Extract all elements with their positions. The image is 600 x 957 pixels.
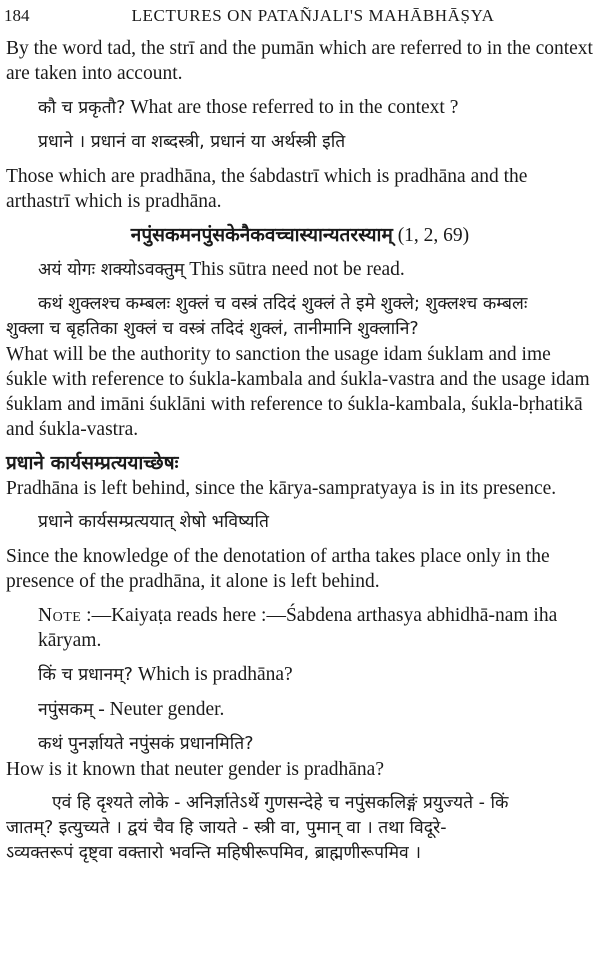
paragraph: By the word tad, the strī and the pumān which are referred to in the context are taken into account. [6,38,593,84]
translation-text: What are those referred to in the context ? [125,97,459,118]
translation-text: - Neuter gender. [93,699,225,720]
sutra-text: नपुंसकमनपुंसकेनैकवच्चास्यान्यतरस्याम् [130,224,393,246]
sanskrit-question [6,95,594,121]
paragraph: How is it known that neuter gender is pradhāna? [6,759,384,780]
sanskrit-with-translation [6,662,594,688]
sanskrit-line: कथं पुनर्ज्ञायते नपुंसकं प्रधानमिति? [38,734,254,754]
page-header [4,6,594,28]
sanskrit-with-translation [6,697,594,723]
page-number: 184 [4,6,30,25]
sanskrit-line: शुक्ला च बृहतिका शुक्लं च वस्त्रं तदिदं शुक्लं, तानीमानि शुक्लानि? [6,319,419,339]
sanskrit-line: एवं हि दृश्यते लोके - अनिर्ज्ञातेऽर्थे गुणसन्देहे च नपुंसकलिङ्गं प्रयुज्यते - किं [52,793,509,813]
paragraph: Pradhāna is left behind, since the kārya-sampratyaya is in its presence. [6,478,557,499]
translation-text: Which is pradhāna? [132,664,293,685]
sanskrit-text: नपुंसकम् [38,700,94,720]
paragraph: Those which are pradhāna, the śabdastrī which is pradhāna and the arthastrī which is pradhāna. [6,166,528,212]
page-body [6,36,594,866]
sanskrit-line: जातम्? इत्युच्यते । द्वयं चैव हि जायते - स्त्री वा, पुमान् वा । तथा विदूरे- [6,818,447,838]
sanskrit-line: ऽव्यक्तरूपं दृष्ट्वा वक्तारो भवन्ति महिषीरूपमिव, ब्राह्मणीरूपमिव । [6,843,421,863]
sanskrit-line: प्रधाने कार्यसम्प्रत्ययात् शेषो भविष्यति [38,512,270,532]
note-label: Note [38,605,82,626]
paragraph: What will be the authority to sanction the usage idam śuklam and ime śukle with reference to śukla-kambala and śukla-vastra and the usage idam śuklam and imāni śuklāni with reference to śukla-kambala, śukla-bṛhatikā and śukla-vastra. [6,344,590,440]
sutra-heading [6,223,594,248]
paragraph: Since the knowledge of the denotation of artha takes place only in the presence of the pradhāna, it alone is left behind. [6,546,550,592]
running-title: LECTURES ON PATAÑJALI'S MAHĀBHĀṢYA [131,6,495,25]
translation-text: This sūtra need not be read. [184,259,405,280]
sanskrit-text: कौ च प्रकृतौ? [38,98,126,118]
sanskrit-line: कथं शुक्लश्च कम्बलः शुक्लं च वस्त्रं तदिदं शुक्लं ते इमे शुक्ले; शुक्लश्च कम्बलः [38,294,528,314]
sanskrit-text: किं च प्रधानम्? [38,665,133,685]
sanskrit-line: प्रधाने । प्रधानं वा शब्दस्त्री, प्रधानं या अर्थस्त्री इति [38,132,346,152]
sutra-reference: (1, 2, 69) [392,225,470,246]
sanskrit-with-translation [6,257,594,283]
sanskrit-heading: प्रधाने कार्यसम्प्रत्ययाच्छेषः [6,452,179,474]
note-text: :—Kaiyaṭa reads here :—Śabdena arthasya abhidhā-nam iha kāryam. [38,605,558,651]
sanskrit-text: अयं योगः शक्योऽवक्तुम् [38,260,185,280]
note [6,603,594,653]
